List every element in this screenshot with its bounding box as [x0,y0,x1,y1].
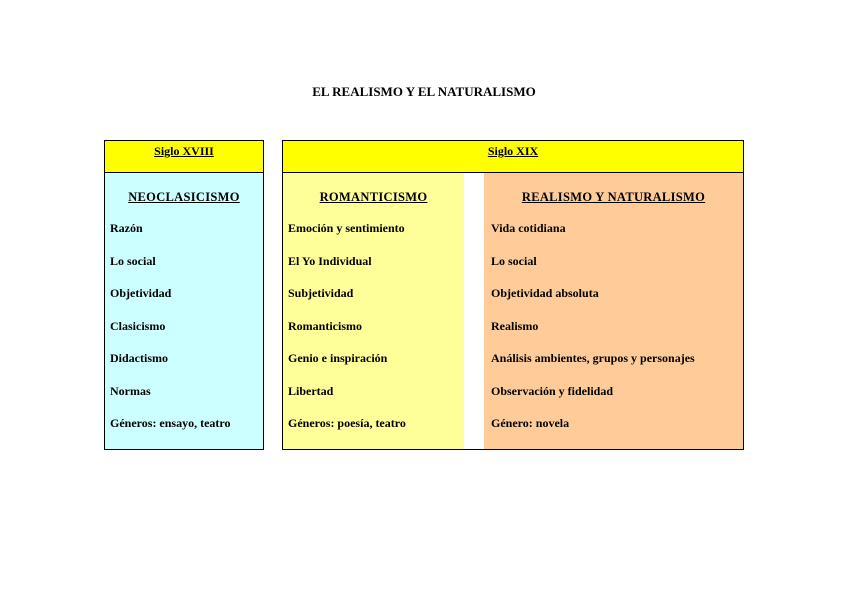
page-title: EL REALISMO Y EL NATURALISMO [312,84,536,99]
list-item: Subjetividad [288,286,354,300]
header-siglo-xix: Siglo XIX [282,140,744,173]
list-item: Romanticismo [288,318,362,333]
list-realismo [491,221,741,449]
column-neoclasicismo [104,172,264,450]
list-item: Razón [110,221,143,235]
list-item: El Yo Individual [288,253,372,268]
list-item: Genio e inspiración [288,351,388,365]
siglo-xix-body [282,172,744,450]
list-item: Lo social [110,253,156,268]
list-item: Objetividad absoluta [491,286,599,300]
list-neoclasicismo [110,221,261,449]
column-romanticismo [283,173,464,449]
list-item: Emoción y sentimiento [288,221,405,235]
list-item: Lo social [491,253,537,268]
list-item: Análisis ambientes, grupos y personajes [491,351,695,365]
column-realismo [484,173,743,449]
list-item: Géneros: ensayo, teatro [110,416,231,430]
list-item: Didactismo [110,351,168,365]
list-romanticismo [288,221,462,449]
list-item: Objetividad [110,286,172,300]
list-item: Libertad [288,383,334,398]
list-item: Realismo [491,318,539,333]
list-item: Vida cotidiana [491,221,566,235]
column-title-neoclasicismo: NEOCLASICISMO [128,190,240,204]
column-title-realismo: REALISMO Y NATURALISMO [521,190,706,204]
list-item: Normas [110,383,151,398]
column-title-romanticismo: ROMANTICISMO [319,190,428,204]
list-item: Género: novela [491,416,570,430]
list-item: Clasicismo [110,318,166,333]
list-item: Géneros: poesía, teatro [288,416,406,430]
header-siglo-xviii: Siglo XVIII [104,140,264,173]
list-item: Observación y fidelidad [491,383,614,398]
